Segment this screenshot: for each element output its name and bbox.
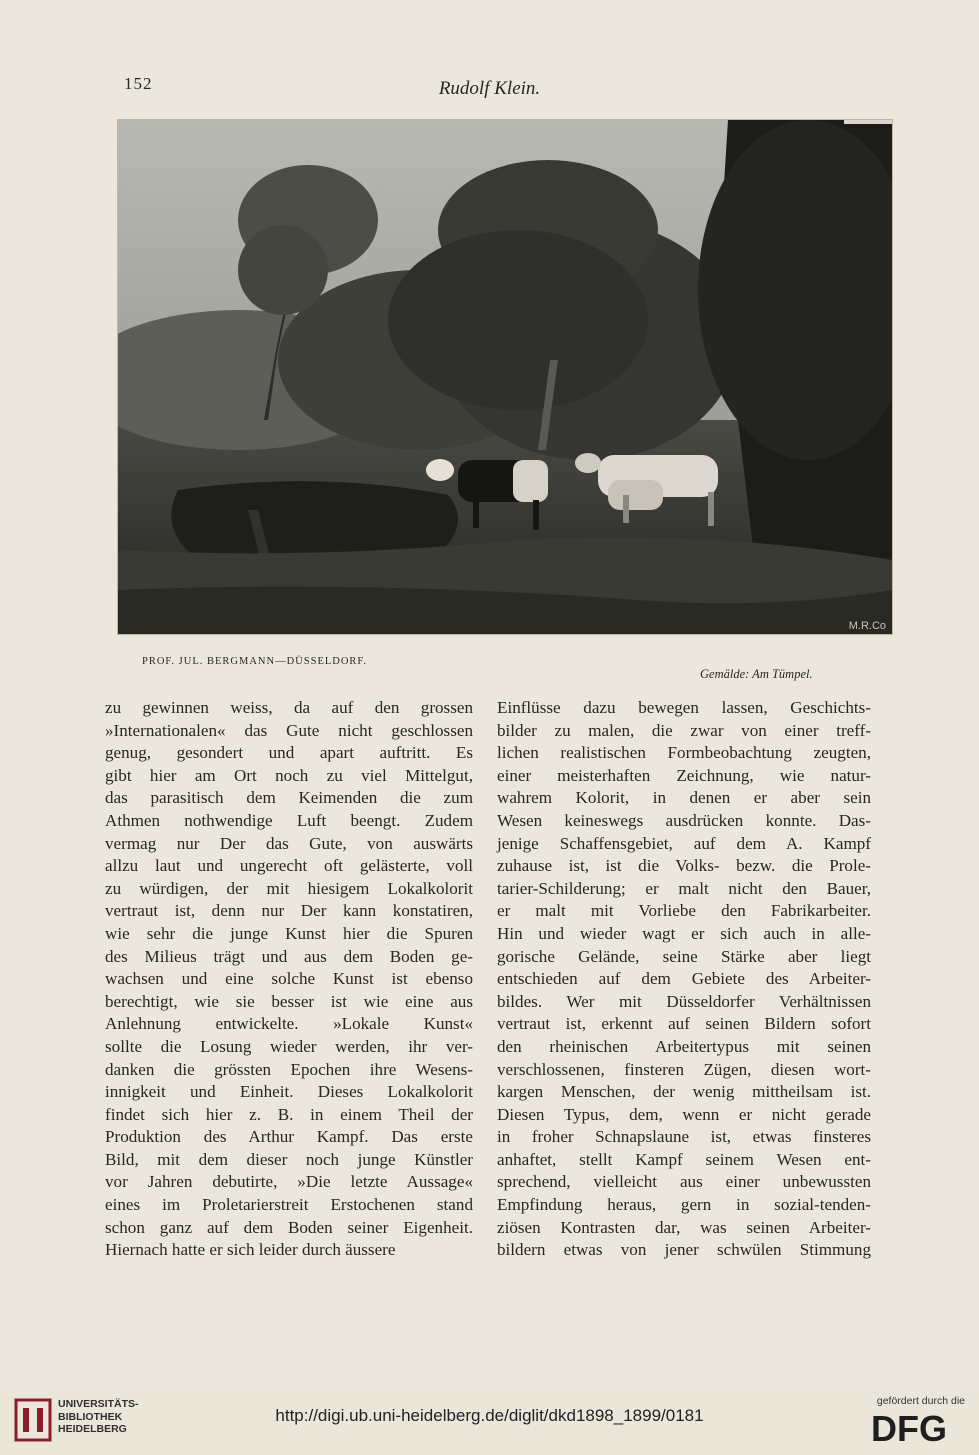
permalink-url[interactable]: http://digi.ub.uni-heidelberg.de/diglit/dkd1898_1899/0181 (275, 1406, 704, 1425)
text-line: den rheinischen Arbeitertypus mit seinen (497, 1036, 871, 1056)
text-line: Bild, mit dem dieser noch junge Künstler (105, 1149, 473, 1169)
text-line: Empfindung heraus, gern in sozial-tenden- (497, 1195, 871, 1215)
text-line: Einflüsse dazu bewegen lassen, Geschichts- (497, 698, 871, 717)
engraver-monogram: M.R.Co (848, 620, 886, 632)
caption-title: Gemälde: Am Tümpel. (700, 667, 813, 681)
text-line: Produktion des Arthur Kampf. Das erste (105, 1127, 473, 1147)
text-column-right (497, 697, 871, 1262)
text-line: bildes. Wer mit Düsseldorfer Verhältnissen (497, 991, 871, 1011)
text-line: anhaftet, stellt Kampf seinem Wesen ent- (497, 1149, 871, 1169)
text-line: jenige Schaffensgebiet, auf dem A. Kampf (497, 833, 871, 853)
digitization-footer (0, 1388, 979, 1455)
text-line: zuhause ist, ist die Volks- bezw. die Prole- (497, 856, 871, 876)
text-line: wahrem Kolorit, in denen er aber sein (497, 788, 871, 808)
funding-label: gefördert durch die (876, 1395, 965, 1407)
text-line: berechtigt, wie sie besser ist wie eine aus (105, 991, 473, 1011)
text-line: eines im Proletarierstreit Erstochenen stand (105, 1195, 473, 1215)
text-line: Hiernach hatte er sich leider durch äussere (105, 1240, 396, 1260)
text-line: er malt mit Vorliebe den Fabrikarbeiter. (497, 901, 871, 921)
svg-text:DFG: DFG (871, 1408, 947, 1446)
text-line: »Internationalen« das Gute nicht geschlossen (105, 720, 473, 740)
text-line: Hin und wieder wagt er sich auch in alle- (497, 923, 871, 943)
text-line: gorische Gelände, seine Stärke aber liegt (497, 946, 871, 966)
running-head: Rudolf Klein. (438, 78, 541, 99)
text-line: Anlehnung entwickelte. »Lokale Kunst« (105, 1014, 473, 1034)
text-line: entschieden auf dem Gebiete des Arbeiter- (497, 969, 871, 989)
text-line: Athmen nothwendige Luft beengt. Zudem (105, 810, 473, 830)
text-line: gibt hier am Ort noch zu viel Mittelgut, (105, 765, 473, 785)
text-line: findet sich hier z. B. in einem Theil der (105, 1104, 473, 1124)
text-line: bilder zu malen, die zwar von einer treff- (497, 720, 871, 740)
text-line: lichen realistischen Formbeobachtung zeugten, (497, 743, 871, 763)
text-line: das parasitisch dem Keimenden die zum (105, 788, 473, 808)
text-line: sollte die Losung wieder werden, ihr ver- (105, 1036, 473, 1056)
page-number: 152 (124, 74, 153, 93)
text-line: Diesen Typus, dem, wenn er nicht gerade (497, 1104, 871, 1124)
text-line: genug, gesondert und apart auftritt. Es (105, 743, 473, 763)
text-line: danken die grössten Epochen ihre Wesens- (105, 1059, 473, 1079)
text-line: vor Jahren debutirte, »Die letzte Aussage« (105, 1172, 473, 1192)
painting-reproduction (118, 120, 892, 634)
text-line: des Milieus trägt und aus dem Boden ge- (105, 946, 473, 966)
dfg-logo-icon (869, 1408, 965, 1446)
text-line: kargen Menschen, der wenig mittheilsam ist. (497, 1082, 871, 1102)
text-line: zu würdigen, der mit hiesigem Lokalkolorit (105, 878, 473, 898)
text-column-left (105, 697, 473, 1262)
text-line: wachsen und eine solche Kunst ist ebenso (105, 969, 473, 989)
text-line: Wesen keineswegs ausdrücken konnte. Das- (497, 810, 871, 830)
text-line: sprechend, vielleicht aus einer unbewussten (497, 1172, 871, 1192)
text-line: wie sehr die junge Kunst hier die Spuren (105, 923, 473, 943)
text-line: allzu laut und ungerecht oft gelästerte, voll (105, 856, 473, 876)
text-line: vermag nur Der das Gute, von auswärts (105, 833, 473, 853)
text-line: innigkeit und Einheit. Dieses Lokalkolorit (105, 1082, 473, 1102)
text-line: zu gewinnen weiss, da auf den grossen (105, 698, 473, 717)
landscape-with-cows-image (118, 120, 892, 634)
text-line: vertraut ist, erkennt auf seinen Bildern sofort (497, 1014, 871, 1034)
text-line: ziösen Kontrasten dar, was seinen Arbeiter- (497, 1217, 871, 1237)
institution-name: UNIVERSITÄTS- BIBLIOTHEK HEIDELBERG (58, 1398, 139, 1435)
text-line: einer meisterhaften Zeichnung, wie natur- (497, 765, 871, 785)
text-line: vertraut ist, denn nur Der kann konstatiren, (105, 901, 473, 921)
text-line: bildern etwas von jener schwülen Stimmung (497, 1240, 871, 1260)
text-line: tarier-Schilderung; er malt nicht den Bauer, (497, 878, 871, 898)
text-line: schon ganz auf dem Boden seiner Eigenheit. (105, 1217, 473, 1237)
caption-artist: PROF. JUL. BERGMANN—DÜSSELDORF. (142, 656, 368, 667)
text-line: in froher Schnapslaune ist, etwas finsteres (497, 1127, 871, 1147)
text-line: verschlossenen, finsteren Zügen, diesen wort- (497, 1059, 871, 1079)
